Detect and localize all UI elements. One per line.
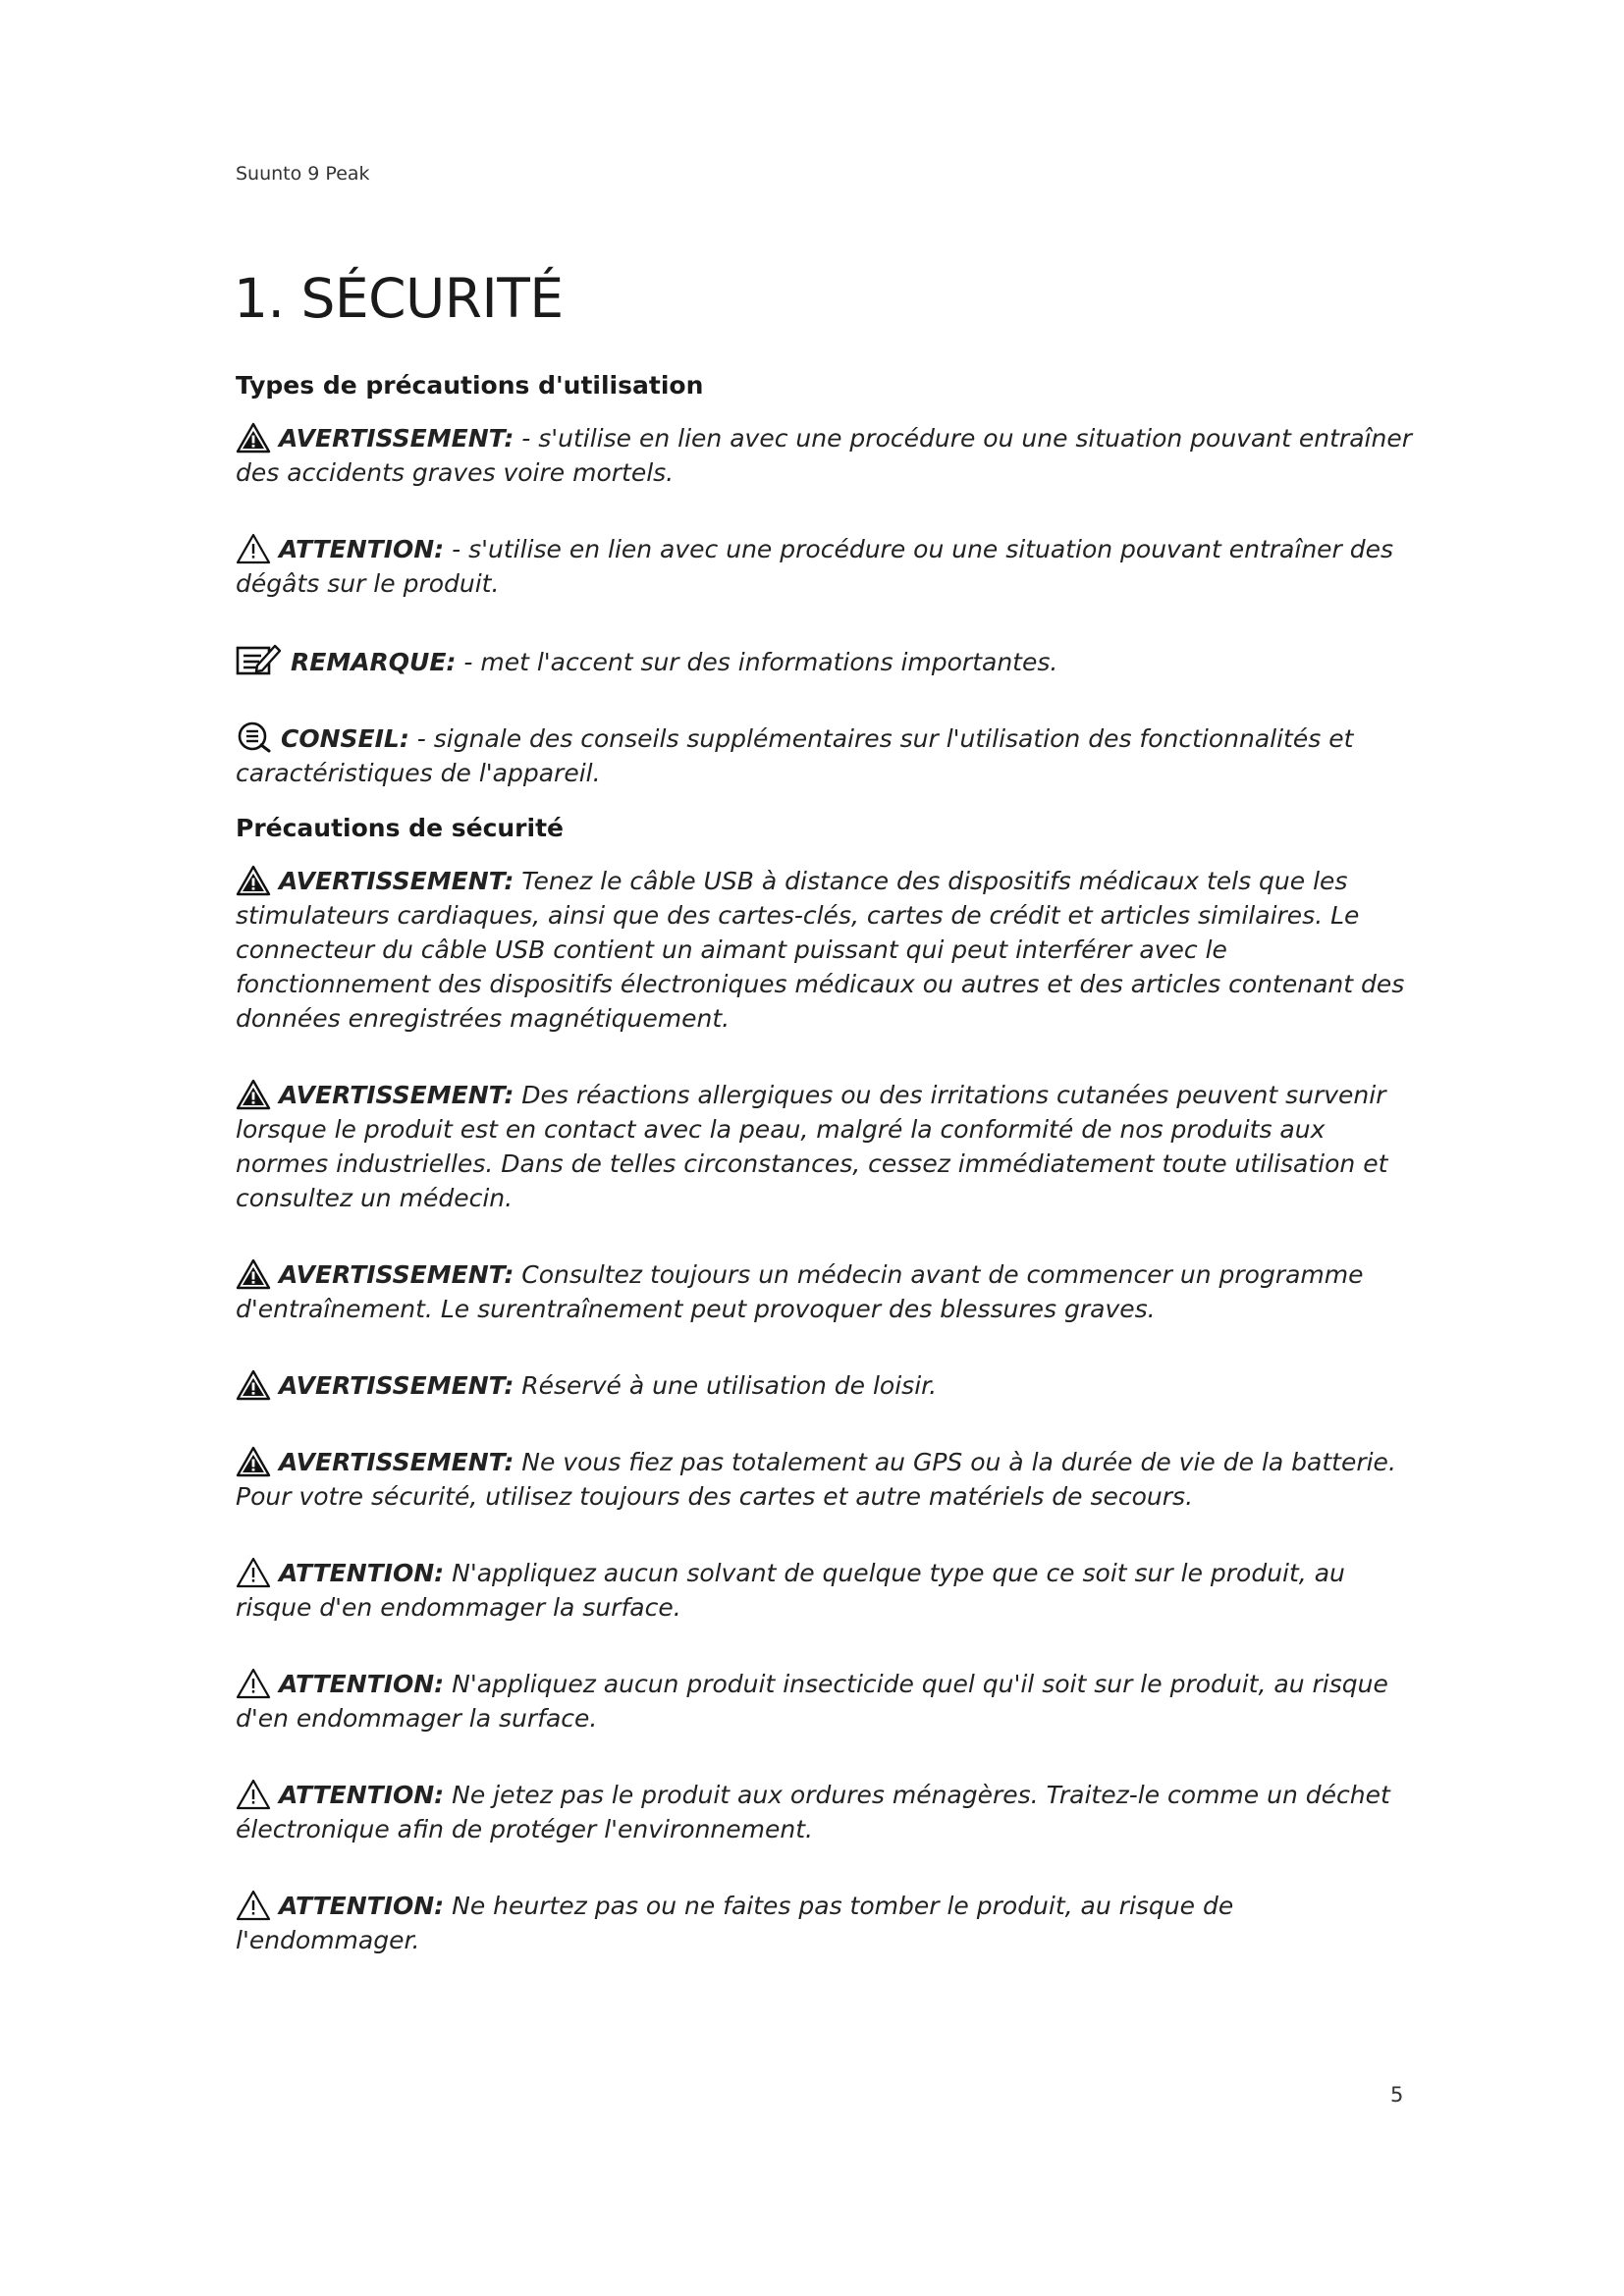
notice-label: AVERTISSEMENT: xyxy=(279,1260,514,1289)
notice-attention xyxy=(236,532,1414,601)
warning-filled-icon xyxy=(236,865,271,896)
warning-outline-icon xyxy=(236,1890,271,1921)
tip-icon xyxy=(236,721,273,754)
notice-text: Ne jetez pas le produit aux ordures ménagères. Traitez-le comme un déchet électronique afin de protéger l'environnement. xyxy=(236,1781,1390,1843)
notice-text: - met l'accent sur des informations importantes. xyxy=(456,648,1058,676)
notice-text: Tenez le câble USB à distance des dispositifs médicaux tels que les stimulateurs cardiaques, ainsi que des cartes-clés, cartes de crédit et articles similaires. Le connecteur du câble USB contient un aimant puissant qui peut interférer avec le fonctionnement des dispositifs électroniques médicaux ou autres et des articles contenant des données enregistrées magnétiquement. xyxy=(236,867,1405,1033)
section-heading-safety: Précautions de sécurité xyxy=(236,814,564,842)
page-title: 1. SÉCURITÉ xyxy=(234,267,564,330)
notice-warning xyxy=(236,421,1414,490)
warning-outline-icon xyxy=(236,1557,271,1588)
notice-tip xyxy=(236,721,1414,790)
notice-label: AVERTISSEMENT: xyxy=(279,424,514,453)
warning-outline-icon xyxy=(236,1668,271,1699)
notice-text: N'appliquez aucun solvant de quelque type que ce soit sur le produit, au risque d'en endommager la surface. xyxy=(236,1559,1345,1622)
notice-warning xyxy=(236,1368,1414,1403)
notice-text: Ne heurtez pas ou ne faites pas tomber le produit, au risque de l'endommager. xyxy=(236,1892,1234,1954)
notice-label: ATTENTION: xyxy=(279,535,445,563)
notice-label: CONSEIL: xyxy=(281,724,409,753)
notice-text: - signale des conseils supplémentaires sur l'utilisation des fonctionnalités et caractéristiques de l'appareil. xyxy=(236,724,1354,787)
notice-warning xyxy=(236,864,1414,1036)
notice-text: - s'utilise en lien avec une procédure ou une situation pouvant entraîner des accidents graves voire mortels. xyxy=(236,424,1412,487)
notice-attention xyxy=(236,1556,1414,1625)
page-number: 5 xyxy=(1390,2083,1404,2107)
notice-label: AVERTISSEMENT: xyxy=(279,1448,514,1476)
notice-label: REMARQUE: xyxy=(291,648,457,676)
warning-outline-icon xyxy=(236,533,271,564)
warning-filled-icon xyxy=(236,1079,271,1110)
notice-note xyxy=(236,642,1414,679)
note-icon xyxy=(236,642,283,677)
notice-attention xyxy=(236,1778,1414,1846)
notice-label: ATTENTION: xyxy=(279,1670,445,1698)
notice-label: AVERTISSEMENT: xyxy=(279,1371,514,1400)
notice-text: - s'utilise en lien avec une procédure ou une situation pouvant entraîner des dégâts sur le produit. xyxy=(236,535,1394,598)
notice-text: Des réactions allergiques ou des irritations cutanées peuvent survenir lorsque le produit est en contact avec la peau, malgré la conformité de nos produits aux normes industrielles. Dans de telles circonstances, cessez immédiatement toute utilisation et consultez un médecin. xyxy=(236,1081,1388,1212)
notice-attention xyxy=(236,1667,1414,1735)
section-heading-usage-types: Types de précautions d'utilisation xyxy=(236,371,704,400)
notice-text: Réservé à une utilisation de loisir. xyxy=(514,1371,938,1400)
notice-warning xyxy=(236,1445,1414,1514)
page-content xyxy=(236,371,1414,1957)
notice-text: N'appliquez aucun produit insecticide quel qu'il soit sur le produit, au risque d'en endommager la surface. xyxy=(236,1670,1388,1733)
warning-filled-icon xyxy=(236,422,271,454)
notice-label: ATTENTION: xyxy=(279,1781,445,1809)
notice-label: ATTENTION: xyxy=(279,1559,445,1587)
warning-filled-icon xyxy=(236,1369,271,1401)
notice-text: Consultez toujours un médecin avant de commencer un programme d'entraînement. Le surentraînement peut provoquer des blessures graves. xyxy=(236,1260,1364,1323)
notice-label: ATTENTION: xyxy=(279,1892,445,1920)
notice-label: AVERTISSEMENT: xyxy=(279,867,514,895)
notice-attention xyxy=(236,1889,1414,1957)
warning-outline-icon xyxy=(236,1779,271,1810)
notice-label: AVERTISSEMENT: xyxy=(279,1081,514,1109)
document-header: Suunto 9 Peak xyxy=(236,163,370,185)
notice-warning xyxy=(236,1078,1414,1215)
warning-filled-icon xyxy=(236,1446,271,1477)
notice-text: Ne vous fiez pas totalement au GPS ou à la durée de vie de la batterie. Pour votre sécurité, utilisez toujours des cartes et autre matériels de secours. xyxy=(236,1448,1396,1511)
notice-warning xyxy=(236,1257,1414,1326)
warning-filled-icon xyxy=(236,1258,271,1290)
